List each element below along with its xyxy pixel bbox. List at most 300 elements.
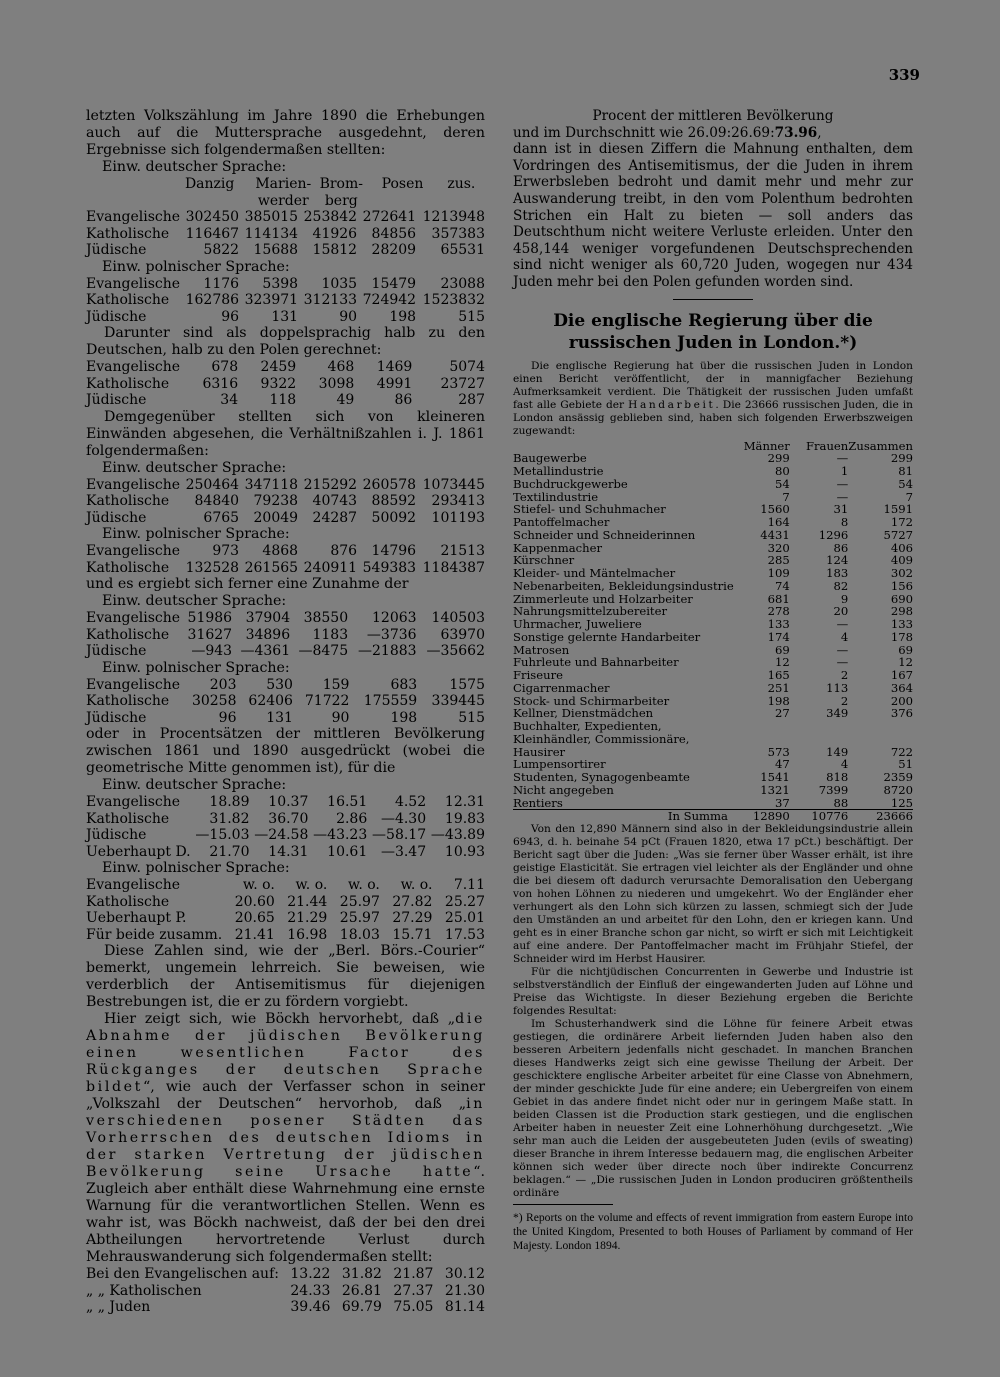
table-cell: 90 <box>339 308 358 325</box>
row-label: „ „ Juden <box>86 1299 151 1315</box>
table-cell: 278 <box>767 604 790 619</box>
table-cell: 3098 <box>318 375 355 392</box>
table-cell: 15688 <box>253 242 299 258</box>
table-cell: 23666 <box>848 810 913 823</box>
table-cell: 818 <box>826 770 849 785</box>
occupation-label: Buchhalter, Expedienten, Kleinhändler, Commissionäre, Hausirer <box>513 720 690 759</box>
table-cell: 81.14 <box>444 1299 485 1315</box>
table-cell: 5822 <box>203 242 240 258</box>
table-row <box>513 465 913 478</box>
table-cell: 339445 <box>431 693 485 709</box>
table-cell: 34 <box>220 392 239 408</box>
table-row <box>86 1283 485 1300</box>
table-row <box>513 554 913 567</box>
column-header: Marien-werder <box>255 176 312 209</box>
text-run: Die englische Regierung hat über die russischen Juden in London einen Bericht veröffentlicht, der in mannigfacher Beziehung Aufmerksamkeit verdient. Die Thätigkeit der russischen Juden umfaßt fast alle Gebiete der <box>513 359 913 411</box>
table-cell: 515 <box>458 308 485 325</box>
table-cell: 320 <box>767 540 790 555</box>
column-header: Posen <box>381 176 424 192</box>
table-caption: Einw. deutscher Sprache: <box>102 459 287 476</box>
table-row <box>513 618 913 631</box>
table-cell: 14796 <box>371 543 417 559</box>
text-run: und im Durchschnitt wie 26.09:26.69: <box>513 124 775 141</box>
row-label: Ueberhaupt D. <box>86 843 191 860</box>
table-cell: 2459 <box>260 359 297 375</box>
table-row <box>86 226 485 243</box>
table-row <box>86 1299 485 1316</box>
table-cell: 406 <box>890 540 913 555</box>
table-cell: 51 <box>898 757 913 772</box>
paragraph: Procent der mittleren Bevölkerung <box>592 108 834 124</box>
table-cell: 1321 <box>760 782 790 797</box>
column-header: Zusammen <box>848 438 913 453</box>
table-cell: 79238 <box>253 493 299 509</box>
table-row <box>513 516 913 529</box>
table-row <box>513 669 913 682</box>
table-cell: —35662 <box>426 643 485 659</box>
stats-table <box>86 610 485 660</box>
table-cell: 25.27 <box>444 893 485 910</box>
table-row <box>513 797 913 810</box>
row-label: Evangelische <box>86 676 181 693</box>
table-row <box>86 543 485 560</box>
table-row <box>86 610 485 627</box>
table-row <box>86 359 485 376</box>
table-cell: 30258 <box>191 693 237 709</box>
table-cell: 34896 <box>245 626 291 643</box>
table-cell: 65531 <box>440 242 485 258</box>
table-cell: 69.79 <box>341 1299 382 1315</box>
table-cell: 285 <box>767 553 790 568</box>
row-label: Katholische <box>86 375 170 392</box>
footnote: *) Reports on the volume and effects of revent immigration from eastern Europe into the United Kingdom, Presented to both Houses of Parliament by command of Her Majesty. London 1894. <box>513 1211 913 1253</box>
text-run: “, wie auch der Verfasser schon in seiner „Volkszahl der Deutschen“ hervorhob, daß „ <box>86 1079 485 1112</box>
table-cell: 10776 <box>790 810 848 823</box>
table-cell: 39.46 <box>290 1299 331 1315</box>
row-label: Jüdische <box>86 827 147 843</box>
table-cell: 10.93 <box>444 843 485 860</box>
table-row <box>86 510 485 527</box>
table-cell: 159 <box>322 676 350 693</box>
table-cell: 23088 <box>440 275 485 292</box>
table-cell: 132528 <box>185 559 240 576</box>
table-cell: 27.37 <box>393 1282 434 1299</box>
table-row <box>513 580 913 593</box>
table-row <box>86 376 485 393</box>
table-cell: 1296 <box>818 527 849 542</box>
paragraph <box>513 360 913 438</box>
table-cell: 1176 <box>203 275 240 292</box>
left-column <box>86 108 485 1316</box>
table-cell: 7.11 <box>453 877 485 893</box>
table-cell: 4 <box>840 757 849 772</box>
table-cell: 2359 <box>883 770 913 785</box>
row-label: Katholische <box>86 225 170 242</box>
table-cell: 172 <box>890 515 913 530</box>
table-cell: 1560 <box>760 502 790 517</box>
table-cell: 49 <box>336 392 355 408</box>
occupation-label: Zimmerleute und Holzarbeiter <box>513 592 693 606</box>
table-row <box>513 682 913 695</box>
table-cell: — <box>836 617 849 632</box>
occupation-label: Nicht angegeben <box>513 783 614 797</box>
table-cell: 54 <box>898 476 913 491</box>
table-cell: 74 <box>775 578 790 593</box>
table-row <box>513 593 913 606</box>
table-cell: 9 <box>840 591 849 606</box>
table-cell: 16.51 <box>327 794 368 810</box>
table-cell: 549383 <box>362 559 417 576</box>
occupation-label: Kellner, Dienstmädchen <box>513 707 654 721</box>
table-cell: 114134 <box>244 225 299 242</box>
row-label: Evangelische <box>86 877 181 893</box>
page-number: 339 <box>888 66 920 84</box>
table-cell: 240911 <box>303 559 358 576</box>
table-cell: 323971 <box>244 292 299 308</box>
table-cell: 20.60 <box>234 893 275 910</box>
table-cell: 149 <box>826 744 849 759</box>
table-cell: 175559 <box>363 693 418 709</box>
paragraph: oder in Procentsätzen der mittleren Bevölkerung zwischen 1861 und 1890 ausgedrückt (wobei die geometrische Mitte genommen ist), für die <box>86 726 485 776</box>
spaced-emphasis: in verschiedenen posener Städten das Vorherrschen des deutschen Idioms in der starken Vertretung der jüdischen Bevölkerung seine Ursache hatte <box>86 1096 485 1180</box>
table-cell: 302 <box>890 566 913 581</box>
paragraph: Im Schusterhandwerk sind die Löhne für feinere Arbeit etwas gestiegen, die ordinärere Arbeit liefernden Juden haben also den besseren Arbeitern jedenfalls nicht geschadet. In manchen Branchen dieses Handwerks zeigt sich eine gewisse Theilung der Arbeit. Der geschicktere englische Arbeiter arbeitet für eine Classe von Abnehmern, der minder geschickte Jude für eine andere; ein Uebergreifen von einem Gebiet in das andere findet nicht oder nur in geringem Maße statt. In beiden Classen ist die Production stark gestiegen, und die englischen Arbeiter haben in neuester Zeit eine Lohnerhöhung durchgesetzt. „Wie sehr man auch die Leiden der ausgebeuteten Juden (evils of sweating) dieser Branche in ihrem Interesse bedauern mag, die englischen Arbeiter können sich weder über directe noch über indirekte Concurrenz beklagen.“ — „Die russischen Juden in London produciren größtentheils ordinäre <box>513 1018 913 1200</box>
table-cell: 31.82 <box>341 1266 382 1282</box>
row-label: Evangelische <box>86 275 181 292</box>
table-cell: 12890 <box>734 810 790 823</box>
table-row <box>513 567 913 580</box>
table-row <box>86 242 485 259</box>
emigration-table <box>86 1266 485 1316</box>
table-cell: —43.23 <box>313 827 368 843</box>
table-cell: 573 <box>767 744 790 759</box>
table-row <box>513 452 913 465</box>
spaced-emphasis: Handarbeit <box>628 398 716 411</box>
text-run: “. Zugleich aber enthält diese Wahrnehmung eine ernste Warnung für die verantwortlichen Stellen. Wenn es wahr ist, was Böckh nachweist, daß der bei den drei Abtheilungen hervortretende Verlust durch Mehrauswanderung sich folgendermaßen stellt: <box>86 1164 485 1265</box>
table-cell: 20 <box>833 604 849 619</box>
row-label: Jüdische <box>86 709 147 726</box>
table-cell: 80 <box>775 464 790 479</box>
table-cell: 27.82 <box>392 893 433 910</box>
table-cell: 19.83 <box>444 810 485 827</box>
table-row <box>86 392 485 409</box>
row-label: Katholische <box>86 292 170 308</box>
table-cell: 724942 <box>362 292 417 308</box>
table-cell: 2 <box>840 668 849 683</box>
table-cell: 20.65 <box>234 910 275 926</box>
paragraph: Von den 12,890 Männern sind also in der Bekleidungsindustrie allein 6943, d. h. beinahe 54 pCt (Frauen 1820, etwa 17 pCt.) beschäftigt. Der Bericht sagt über die Juden: „Was sie ferner über Wasser erhält, ist ihre geistige Elasticität. Sie ertragen viel leichter als der Engländer und ohne die bei diesem oft dadurch verursachte Demoralisation den Uebergang von hohen Löhnen zu niederen und umgekehrt. Wo der Engländer eher verhungert als den Lohn sich kürzen zu lassen, schmiegt sich der Jude den Umständen an und arbeitet für den Lohn, den er kriegen kann. Und geht es in einer Branche schon gar nicht, so wirft er sich mit Leichtigkeit auf eine andere. Der Pantoffelmacher macht im Frühjahr Stiefel, der Schneider wird im Herbst Hausirer. <box>513 823 913 966</box>
table-cell: 116467 <box>185 225 240 242</box>
table-cell: 200 <box>890 693 913 708</box>
table-cell: 88 <box>833 795 849 810</box>
table-cell: 468 <box>327 359 355 375</box>
table-cell: —3.47 <box>380 843 427 860</box>
text-run: . Die 23666 russischen Juden, die in London ansässig geblieben sind, haben sich folgenden Erwerbszweigen zugewandt: <box>513 398 913 437</box>
table-cell: 1541 <box>760 770 790 785</box>
table-row <box>513 631 913 644</box>
table-caption: Einw. deutscher Sprache: <box>102 777 287 793</box>
table-cell: 183 <box>826 566 849 581</box>
table-row <box>86 627 485 644</box>
table-cell: w. o. <box>295 877 328 893</box>
bold-value: 73.96 <box>774 124 818 141</box>
table-cell: 298 <box>890 604 913 619</box>
row-label: Evangelische <box>86 359 181 375</box>
stats-table <box>86 677 485 727</box>
table-cell: —943 <box>191 643 233 659</box>
table-cell: 6316 <box>202 375 239 392</box>
column-header: Brom-berg <box>319 176 363 209</box>
table-cell: 51986 <box>187 610 233 626</box>
paragraph: und im Durchschnitt wie 26.09:26.69:73.96, <box>513 124 822 141</box>
row-label: Für beide zusamm. <box>86 926 223 943</box>
table-caption: Einw. polnischer Sprache: <box>102 659 290 676</box>
table-row <box>86 710 485 727</box>
row-label: Jüdische <box>86 509 147 526</box>
table-cell: 36.70 <box>268 810 309 827</box>
table-cell: 7 <box>782 489 790 504</box>
row-label: Jüdische <box>86 643 147 659</box>
table-cell: 690 <box>890 591 913 606</box>
table-cell: 24287 <box>312 509 358 526</box>
table-cell: 299 <box>890 451 913 466</box>
table-row <box>513 771 913 784</box>
table-cell: 82 <box>833 578 849 593</box>
row-label: Evangelische <box>86 610 181 626</box>
stats-table <box>86 359 485 409</box>
table-cell: 21.70 <box>209 843 250 860</box>
column-header: Männer <box>743 438 790 453</box>
table-cell: 260578 <box>362 476 417 493</box>
table-cell: 125 <box>890 795 913 810</box>
row-label: Evangelische <box>86 476 181 493</box>
occupation-label: Matrosen <box>513 643 570 657</box>
table-cell: 84856 <box>371 225 417 242</box>
table-cell: 364 <box>890 680 913 695</box>
table-row <box>513 644 913 657</box>
table-cell: 14.31 <box>268 843 309 860</box>
column-headers <box>86 176 485 209</box>
table-cell: 165 <box>767 668 790 683</box>
table-cell: 26.81 <box>341 1282 382 1299</box>
table-cell: 18.03 <box>339 926 380 943</box>
table-cell: 109 <box>767 566 790 581</box>
table-cell: 1213948 <box>422 209 485 225</box>
table-cell: 272641 <box>362 209 417 225</box>
table-row <box>86 844 485 861</box>
row-label: Jüdische <box>86 392 147 408</box>
table-row <box>86 209 485 226</box>
table-cell: —24.58 <box>254 827 309 843</box>
stats-table <box>86 794 485 860</box>
table-cell: 409 <box>890 553 913 568</box>
table-row <box>513 656 913 669</box>
table-cell: —15.03 <box>195 827 250 843</box>
right-column <box>513 108 913 1254</box>
table-row <box>86 1266 485 1283</box>
table-cell: 25.01 <box>444 910 485 926</box>
table-cell: 16.98 <box>287 926 328 943</box>
table-cell: 357383 <box>431 225 485 242</box>
table-cell: 23727 <box>440 375 485 392</box>
table-cell: 203 <box>209 676 237 693</box>
spaced-emphasis: die Abnahme der jüdischen Bevölkerung einen wesentlichen Factor des Rückganges der deutschen Sprache bildet <box>86 1011 485 1095</box>
paragraph: Für die nichtjüdischen Concurrenten in Gewerbe und Industrie ist selbstverständlich der Einfluß der eingewanderten Juden auf Löhne und Preise das Wichtigste. In dieser Beziehung ergeben die Berichte folgendes Resultat: <box>513 966 913 1018</box>
paragraph: Demgegenüber stellten sich von kleineren Einwänden abgesehen, die Verhältnißzahlen i. J. 1861 folgendermaßen: <box>86 408 485 459</box>
table-cell: 1469 <box>376 359 413 375</box>
occupation-label: Nahrungsmittelzubereiter <box>513 605 667 619</box>
occupation-label: Nebenarbeiten, Bekleidungsindustrie <box>513 579 734 593</box>
table-cell: w. o. <box>348 877 380 893</box>
table-cell: 86 <box>833 540 849 555</box>
table-row <box>86 794 485 811</box>
table-row <box>86 493 485 510</box>
table-cell: 4991 <box>376 375 413 392</box>
table-row <box>86 877 485 894</box>
row-label: Katholische <box>86 693 170 709</box>
table-cell: 20049 <box>253 509 299 526</box>
occupation-label: Sonstige gelernte Handarbeiter <box>513 630 701 644</box>
table-row <box>86 693 485 710</box>
occupation-label: Pantoffelmacher <box>513 516 610 529</box>
table-cell: 21.41 <box>234 926 275 943</box>
table-cell: 178 <box>890 629 913 644</box>
occupation-label: In Summa <box>513 810 734 823</box>
table-cell: 198 <box>767 693 790 708</box>
table-cell: 90 <box>331 709 350 726</box>
row-label: Evangelische <box>86 209 181 225</box>
table-cell: 140503 <box>431 610 485 626</box>
occupation-label: Kleider- und Mäntelmacher <box>513 567 676 580</box>
stats-table <box>86 477 485 527</box>
table-cell: 50092 <box>371 509 417 526</box>
table-cell: 4868 <box>262 543 299 559</box>
paragraph: dann ist in diesen Ziffern die Mahnung enthalten, dem Vordringen des Antisemitismus, der die Juden in ihrem Erwerbsleben bedroht und damit mehr und mehr zur Auswanderung treibt, in den vom Polenthum bedrohten Strichen ein Halt zu bieten — soll anders das Deutschthum nicht weitere Verluste erleiden. Unter den 458,144 weniger vorgefundenen Deutschsprechenden sind nicht weniger als 60,720 Juden, wogegen nur 434 Juden mehr bei den Polen gefunden worden sind. <box>513 141 913 290</box>
separator <box>673 299 753 300</box>
table-cell: 261565 <box>244 559 299 576</box>
table-row <box>513 503 913 516</box>
table-cell: 96 <box>218 709 237 726</box>
table-cell: w. o. <box>242 877 275 893</box>
table-cell: —4.30 <box>380 810 427 827</box>
table-cell: 681 <box>767 591 790 606</box>
table-cell: 24.33 <box>290 1282 331 1299</box>
occupation-label: Lumpensortirer <box>513 758 606 772</box>
column-header: zus. <box>447 176 476 192</box>
occupation-table <box>513 440 913 824</box>
table-row <box>86 910 485 927</box>
footnote-rule <box>513 1204 613 1205</box>
occupation-label: Buchdruckgewerbe <box>513 477 628 491</box>
table-cell: 198 <box>390 709 418 726</box>
table-cell: 10.61 <box>327 843 368 860</box>
table-cell: 31627 <box>187 626 233 643</box>
table-cell: 7 <box>905 489 913 504</box>
table-cell: 678 <box>211 359 239 375</box>
table-cell: 515 <box>458 709 485 726</box>
table-cell: 131 <box>271 308 299 325</box>
table-cell: 253842 <box>303 209 358 225</box>
table-cell: 1035 <box>321 275 358 292</box>
table-cell: —8475 <box>298 643 349 659</box>
table-row <box>513 784 913 797</box>
table-cell: 86 <box>394 392 413 408</box>
table-cell: 38550 <box>303 610 349 626</box>
table-cell: 63970 <box>440 626 485 643</box>
row-label: Katholische <box>86 559 170 576</box>
table-caption: Einw. polnischer Sprache: <box>102 860 290 876</box>
table-cell: 131 <box>266 709 293 726</box>
row-label: Katholische <box>86 493 170 509</box>
table-cell: 88592 <box>371 493 417 509</box>
table-caption: Einw. deutscher Sprache: <box>102 159 287 175</box>
table-cell: — <box>836 655 849 670</box>
table-row <box>513 720 913 758</box>
table-cell: 41926 <box>312 225 358 242</box>
article-title: Die englische Regierung über die russischen Juden in London.*) <box>553 310 873 353</box>
table-caption: Einw. polnischer Sprache: <box>102 258 290 275</box>
occupation-label: Metallindustrie <box>513 465 604 478</box>
table-row <box>86 827 485 844</box>
table-cell: 69 <box>775 642 790 657</box>
row-label: Ueberhaupt P. <box>86 910 187 926</box>
table-row <box>86 560 485 577</box>
table-row <box>86 894 485 911</box>
table-cell: 101193 <box>431 509 485 526</box>
table-cell: 973 <box>212 543 240 559</box>
table-cell: 5727 <box>883 527 913 542</box>
table-cell: 31.82 <box>209 810 250 827</box>
table-cell: 164 <box>767 515 790 530</box>
occupation-label: Rentiers <box>513 796 563 810</box>
table-cell: —3736 <box>366 626 417 643</box>
table-cell: 37 <box>775 795 790 810</box>
occupation-label: Stiefel- und Schuhmacher <box>513 503 666 517</box>
column-header: Danzig <box>184 176 235 192</box>
table-cell: 12063 <box>372 610 417 626</box>
table-row <box>86 309 485 326</box>
table-cell: 21.29 <box>287 910 328 926</box>
table-cell: 4 <box>840 629 849 644</box>
table-cell: 251 <box>767 680 790 695</box>
table-cell: 1 <box>840 464 849 479</box>
table-cell: 47 <box>775 757 790 772</box>
table-cell: 174 <box>767 629 790 644</box>
table-cell: 8 <box>840 515 849 530</box>
table-cell: 347118 <box>244 476 299 493</box>
table-cell: 4.52 <box>394 794 427 810</box>
table-cell: 40743 <box>312 493 358 509</box>
table-cell: 9322 <box>260 375 297 392</box>
table-cell: 118 <box>269 392 297 408</box>
table-cell: 113 <box>826 680 849 695</box>
stats-table <box>86 209 485 259</box>
occupation-label: Uhrmacher, Juweliere <box>513 618 642 631</box>
table-cell: 18.89 <box>209 794 250 810</box>
table-cell: 385015 <box>244 209 299 225</box>
occupation-label: Kappenmacher <box>513 541 603 555</box>
table-row <box>86 677 485 694</box>
row-label: Bei den Evangelischen auf: <box>86 1266 279 1282</box>
occupation-label: Stock- und Schirmarbeiter <box>513 694 670 708</box>
table-cell: 12.31 <box>444 794 485 810</box>
table-cell: 81 <box>898 464 913 479</box>
total-row <box>513 810 913 823</box>
table-cell: 21.30 <box>444 1282 485 1299</box>
table-cell: 28209 <box>371 242 417 258</box>
table-cell: — <box>836 476 849 491</box>
table-cell: 250464 <box>185 476 240 493</box>
